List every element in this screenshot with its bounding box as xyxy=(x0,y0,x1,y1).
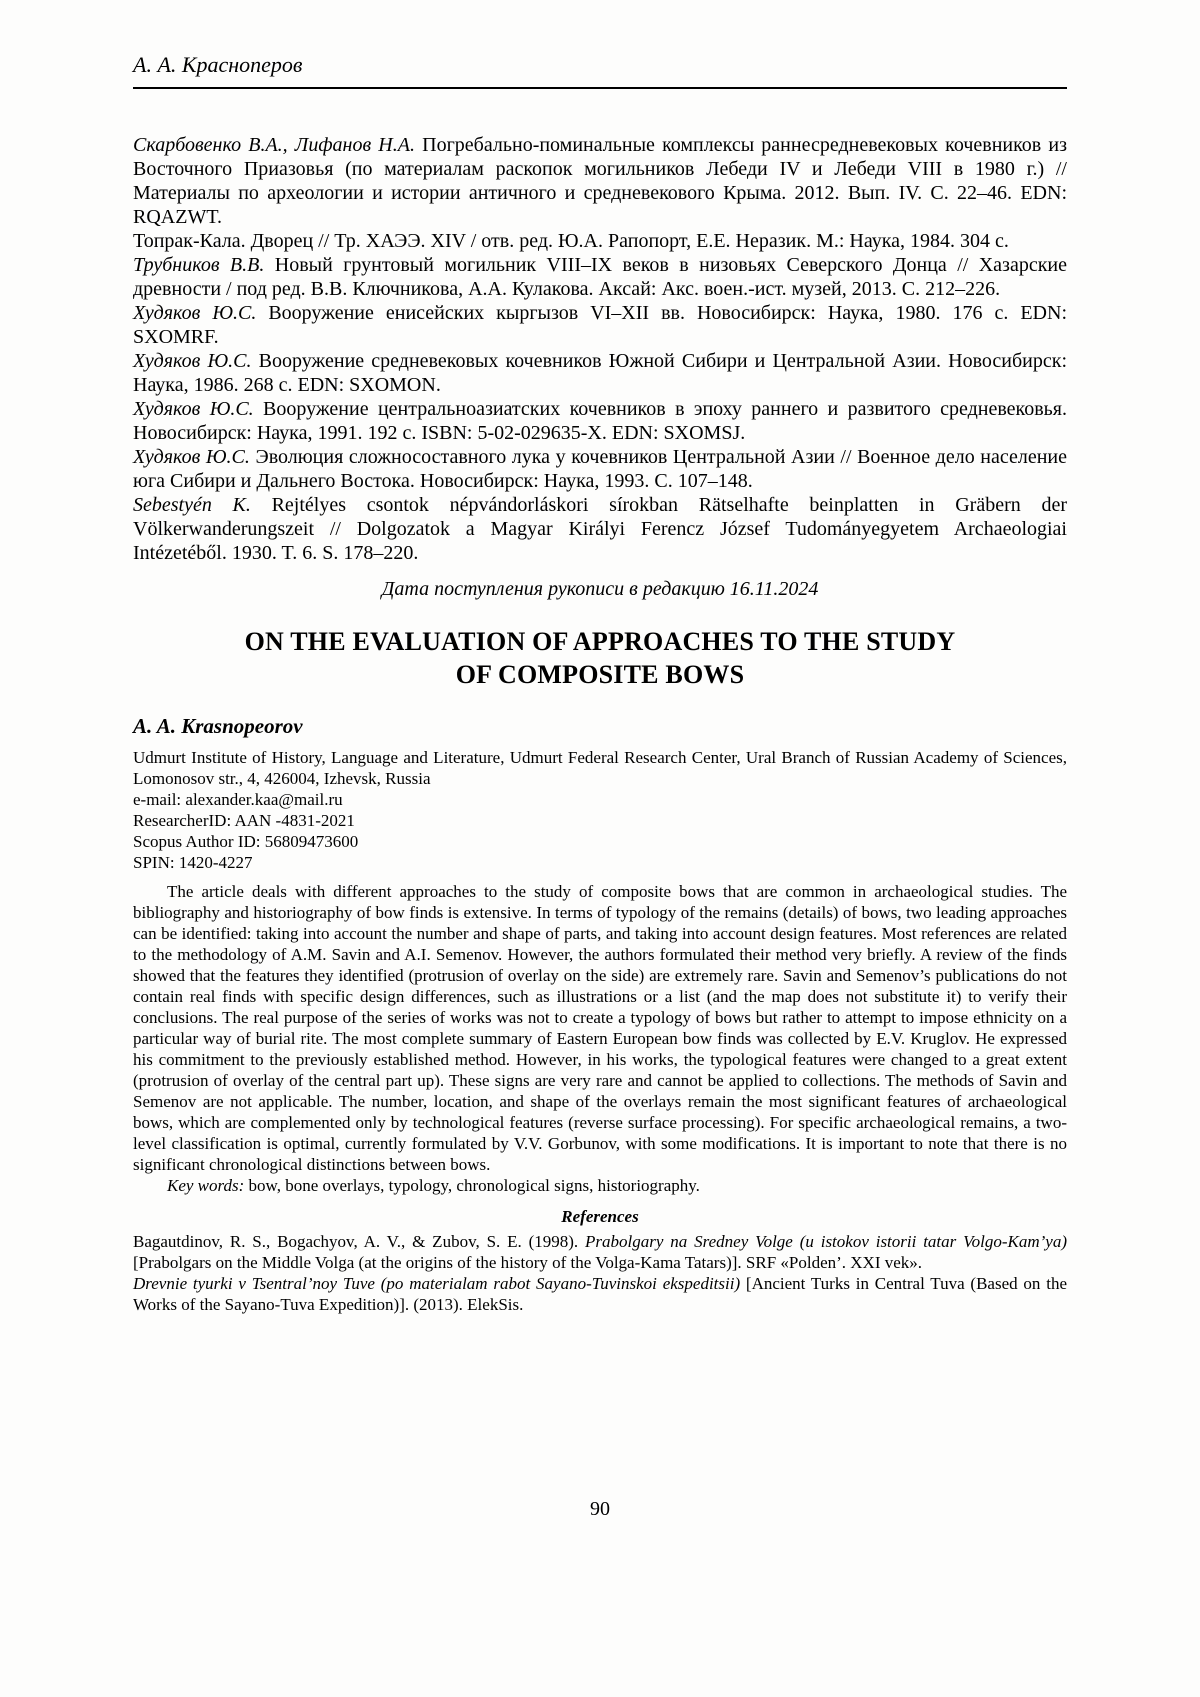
reference-entry xyxy=(133,1231,1067,1273)
page-number: 90 xyxy=(590,1498,610,1520)
keywords-label: Key words: xyxy=(167,1176,245,1195)
keywords-text: bow, bone overlays, typology, chronological signs, historiography. xyxy=(244,1176,700,1195)
article-author: A. A. Krasnopeorov xyxy=(133,714,303,738)
reference-title: Drevnie tyurki v Tsentral’noy Tuve (po materialam rabot Sayano-Tuvinskoi ekspeditsii) xyxy=(133,1274,741,1293)
scopus-id-line: Scopus Author ID: 56809473600 xyxy=(133,832,359,851)
spin-line: SPIN: 1420-4227 xyxy=(133,853,253,872)
entry-text: Топрак-Кала. Дворец // Тр. ХАЭЭ. XIV / отв. ред. Ю.А. Рапопорт, Е.Е. Неразик. М.: Наука, 1984. 304 с. xyxy=(133,230,1009,252)
entry-authors: Sebestyén K. xyxy=(133,494,251,516)
bibliography-entry xyxy=(133,301,1067,349)
title-line-1: ON THE EVALUATION OF APPROACHES TO THE STUDY xyxy=(244,627,956,656)
entry-text: Новый грунтовый могильник VIII–IX веков в низовьях Северского Донца // Хазарские древности / под ред. В.В. Ключникова, А.А. Кулакова. Аксай: Акс. воен.-ист. музей, 2013. С. 212–226. xyxy=(133,254,1068,300)
bibliography-entry xyxy=(133,397,1067,445)
entry-text: Погребально-поминальные комплексы раннесредневековых кочевников из Восточного Приазовья (по материалам раскопок могильников Лебеди IV и Лебеди VIII в 1980 г.) // Материалы по археологии и истории античного и средневекового Крыма. 2012. Вып. IV. С. 22–46. EDN: RQAZWT. xyxy=(133,134,1068,228)
bibliography-entry xyxy=(133,133,1067,229)
header-rule xyxy=(133,87,1067,89)
entry-authors: Скарбовенко В.А., Лифанов Н.А. xyxy=(133,134,415,156)
entry-authors: Худяков Ю.С. xyxy=(133,398,254,420)
entry-text: Rejtélyes csontok népvándorláskori sírokban Rätselhafte beinplatten in Gräbern der Völkerwanderungszeit // Dolgozatok a Magyar Királyi Ferencz József Tudományegyetem Archaeologiai Intézetéből. 1930. T. 6. S. 178–220. xyxy=(133,494,1067,564)
entry-text: Вооружение енисейских кыргызов VI–XII вв. Новосибирск: Наука, 1980. 176 с. EDN: SXOMRF. xyxy=(133,302,1068,348)
bibliography-entry xyxy=(133,349,1067,397)
email-line: e-mail: alexander.kaa@mail.ru xyxy=(133,790,343,809)
reference-entry xyxy=(133,1273,1067,1315)
author-meta-block xyxy=(133,747,1067,873)
bibliography-entry xyxy=(133,253,1067,301)
title-line-2: OF COMPOSITE BOWS xyxy=(455,660,745,689)
reference-post: [Ancient Turks in Central Tuva (Based on the Works of the Sayano-Tuva Expedition)]. (2013). ElekSis. xyxy=(133,1274,1067,1314)
reference-post: [Prabolgars on the Middle Volga (at the origins of the history of the Volga-Kama Tatars)]. SRF «Polden’. XXI vek». xyxy=(133,1253,923,1272)
entry-authors: Худяков Ю.С. xyxy=(133,446,250,468)
article-title xyxy=(133,625,1067,691)
bibliography-entry xyxy=(133,445,1067,493)
entry-authors: Худяков Ю.С. xyxy=(133,350,252,372)
researcher-id-line: ResearcherID: AAN -4831-2021 xyxy=(133,811,355,830)
entry-text: Вооружение средневековых кочевников Южной Сибири и Центральной Азии. Новосибирск: Наука, 1986. 268 с. EDN: SXOMON. xyxy=(133,350,1068,396)
entry-text: Эволюция сложносоставного лука у кочевников Центральной Азии // Военное дело население юга Сибири и Дальнего Востока. Новосибирск: Наука, 1993. С. 107–148. xyxy=(133,446,1067,492)
references-section xyxy=(133,1231,1067,1315)
bibliography-section xyxy=(133,133,1067,565)
affiliation: Udmurt Institute of History, Language and Literature, Udmurt Federal Research Center, Ural Branch of Russian Academy of Sciences, Lomonosov str., 4, 426004, Izhevsk, Russia xyxy=(133,748,1067,788)
running-head: А. А. Красноперов xyxy=(133,52,303,77)
page-header xyxy=(133,52,1067,89)
entry-authors: Худяков Ю.С. xyxy=(133,302,257,324)
abstract-text: The article deals with different approaches to the study of composite bows that are common in archaeological studies. The bibliography and historiography of bow finds is extensive. In terms of typology of the remains (details) of bows, two leading approaches can be identified: taking into account the number and shape of parts, and taking into account design features. Most references are related to the methodology of A.M. Savin and A.I. Semenov. However, the authors formulated their method very briefly. A review of the finds showed that the features they identified (protrusion of overlay on the side) are extremely rare. Savin and Semenov’s publications do not contain real finds with specific design differences, such as illustrations or a list (and the map does not substitute it) to verify their conclusions. The real purpose of the series of works was not to create a typology of bows but rather to attempt to impose ethnicity on a particular way of burial rite. The most complete summary of Eastern European bow finds was collected by E.V. Kruglov. He expressed his commitment to the previously established method. However, in his works, the typological features were changed to a great extent (protrusion of overlay of the central part up). These signs are very rare and cannot be applied to collections. The methods of Savin and Semenov are not applicable. The number, location, and shape of the overlays remain the most significant features of archaeological bows, which are complemented only by technological features (reverse surface processing). For specific archaeological remains, a two-level classification is optimal, currently formulated by V.V. Gorbunov, with some modifications. It is important to note that there is no significant chronological distinctions between bows. xyxy=(133,882,1067,1174)
bibliography-entry xyxy=(133,229,1067,253)
entry-authors: Трубников В.В. xyxy=(133,254,265,276)
submission-date-note: Дата поступления рукописи в редакцию 16.11.2024 xyxy=(381,578,819,600)
reference-pre: Bagautdinov, R. S., Bogachyov, A. V., & Zubov, S. E. (1998). xyxy=(133,1232,586,1251)
entry-text: Вооружение центральноазиатских кочевников в эпоху раннего и развитого средневековья. Новосибирск: Наука, 1991. 192 с. ISBN: 5-02-029635-X. EDN: SXOMSJ. xyxy=(133,398,1067,444)
bibliography-entry xyxy=(133,493,1067,565)
reference-title: Prabolgary na Sredney Volge (u istokov istorii tatar Volgo-Kam’ya) xyxy=(585,1232,1067,1251)
references-heading: References xyxy=(561,1207,639,1226)
keywords-line xyxy=(133,1175,1067,1196)
